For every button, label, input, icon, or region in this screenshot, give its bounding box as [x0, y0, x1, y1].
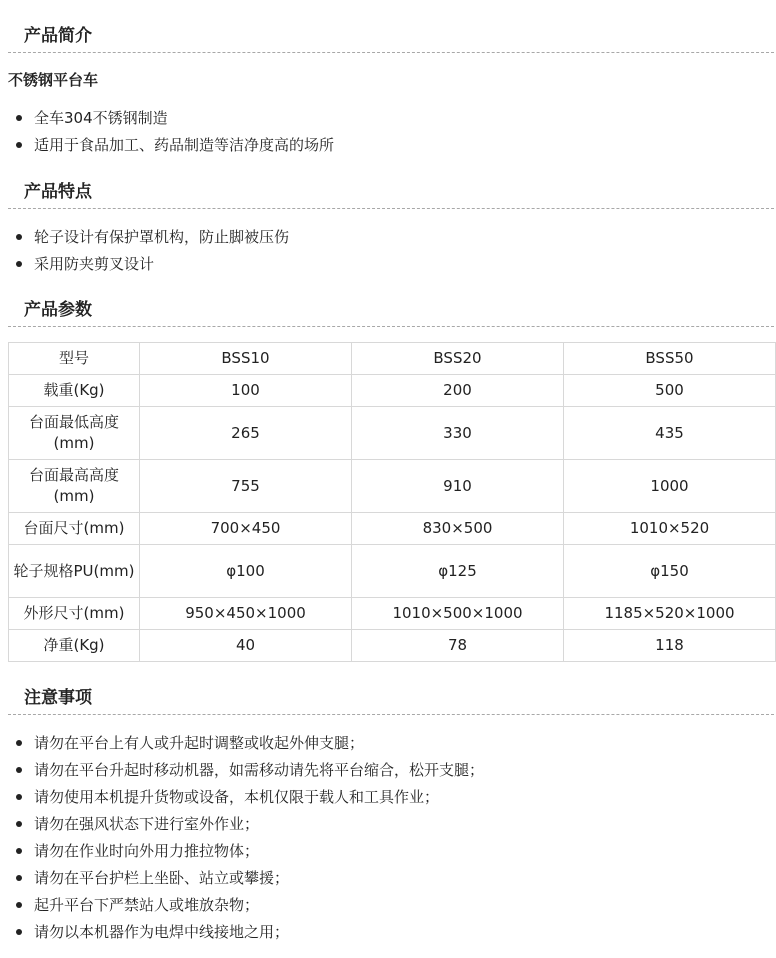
bullet-icon	[16, 261, 22, 267]
list-item-text: 全车304不锈钢制造	[34, 109, 168, 127]
list-item	[8, 732, 484, 759]
table-row	[9, 460, 776, 513]
table-row-label: 台面尺寸(mm)	[9, 513, 140, 545]
list-item-text: 请勿在作业时向外用力推拉物体；	[34, 842, 260, 860]
bullet-icon	[16, 929, 22, 935]
table-cell: 78	[352, 630, 564, 662]
table-cell: 265	[140, 407, 352, 460]
list-item	[8, 867, 484, 894]
section-title-features: 产品特点	[24, 182, 92, 202]
section-header-notes	[8, 686, 774, 715]
table-row-label: 轮子规格PU(mm)	[9, 545, 140, 598]
intro-list	[8, 107, 334, 161]
params-table	[8, 342, 776, 662]
table-cell: 118	[564, 630, 776, 662]
bullet-icon	[16, 902, 22, 908]
section-header-params	[8, 298, 774, 327]
table-cell: 1010×520	[564, 513, 776, 545]
list-item-text: 适用于食品加工、药品制造等洁净度高的场所	[34, 136, 335, 154]
list-item	[8, 786, 484, 813]
notes-list	[8, 732, 484, 948]
list-item	[8, 813, 484, 840]
table-cell: 40	[140, 630, 352, 662]
bullet-icon	[16, 234, 22, 240]
list-item	[8, 134, 334, 161]
table-cell: 1010×500×1000	[352, 598, 564, 630]
list-item-text: 请勿使用本机提升货物或设备，本机仅限于载人和工具作业；	[34, 788, 440, 806]
table-row-label: 台面最低高度(mm)	[9, 407, 140, 460]
table-cell: φ100	[140, 545, 352, 598]
features-list	[8, 226, 289, 280]
table-header-row	[9, 343, 776, 375]
bullet-icon	[16, 848, 22, 854]
table-header-cell: 型号	[9, 343, 140, 375]
list-item-text: 请勿在平台护栏上坐卧、站立或攀援；	[34, 869, 290, 887]
table-cell: 755	[140, 460, 352, 513]
list-item-text: 请勿在强风状态下进行室外作业；	[34, 815, 260, 833]
table-header-cell: BSS20	[352, 343, 564, 375]
table-header-cell: BSS10	[140, 343, 352, 375]
table-row-label: 载重(Kg)	[9, 375, 140, 407]
table-cell: φ125	[352, 545, 564, 598]
table-row-label: 净重(Kg)	[9, 630, 140, 662]
bullet-icon	[16, 875, 22, 881]
table-cell: 330	[352, 407, 564, 460]
table-cell: 500	[564, 375, 776, 407]
section-title-intro: 产品简介	[24, 26, 92, 46]
list-item-text: 请勿在平台升起时移动机器，如需移动请先将平台缩合，松开支腿；	[34, 761, 485, 779]
table-row	[9, 545, 776, 598]
table-cell: 435	[564, 407, 776, 460]
table-cell: 910	[352, 460, 564, 513]
list-item-text: 请勿以本机器作为电焊中线接地之用；	[34, 923, 290, 941]
table-row	[9, 630, 776, 662]
list-item	[8, 253, 289, 280]
table-cell: 1185×520×1000	[564, 598, 776, 630]
list-item-text: 采用防夹剪叉设计	[34, 255, 155, 273]
list-item	[8, 840, 484, 867]
table-cell: 700×450	[140, 513, 352, 545]
table-cell: 830×500	[352, 513, 564, 545]
table-row	[9, 513, 776, 545]
bullet-icon	[16, 821, 22, 827]
table-header-cell: BSS50	[564, 343, 776, 375]
product-name: 不锈钢平台车	[8, 71, 99, 89]
table-row	[9, 375, 776, 407]
table-row	[9, 598, 776, 630]
list-item	[8, 107, 334, 134]
list-item	[8, 921, 484, 948]
table-cell: 200	[352, 375, 564, 407]
bullet-icon	[16, 767, 22, 773]
list-item	[8, 226, 289, 253]
bullet-icon	[16, 794, 22, 800]
section-header-features	[8, 180, 774, 209]
bullet-icon	[16, 740, 22, 746]
section-title-params: 产品参数	[24, 300, 92, 320]
list-item-text: 请勿在平台上有人或升起时调整或收起外伸支腿；	[34, 734, 365, 752]
table-row-label: 外形尺寸(mm)	[9, 598, 140, 630]
list-item-text: 轮子设计有保护罩机构，防止脚被压伤	[34, 228, 290, 246]
table-cell: 950×450×1000	[140, 598, 352, 630]
table-cell: 1000	[564, 460, 776, 513]
bullet-icon	[16, 142, 22, 148]
list-item	[8, 759, 484, 786]
section-header-intro	[8, 24, 774, 53]
section-title-notes: 注意事项	[24, 688, 92, 708]
table-row-label: 台面最高高度(mm)	[9, 460, 140, 513]
list-item	[8, 894, 484, 921]
table-cell: 100	[140, 375, 352, 407]
table-cell: φ150	[564, 545, 776, 598]
bullet-icon	[16, 115, 22, 121]
table-row	[9, 407, 776, 460]
list-item-text: 起升平台下严禁站人或堆放杂物；	[34, 896, 260, 914]
